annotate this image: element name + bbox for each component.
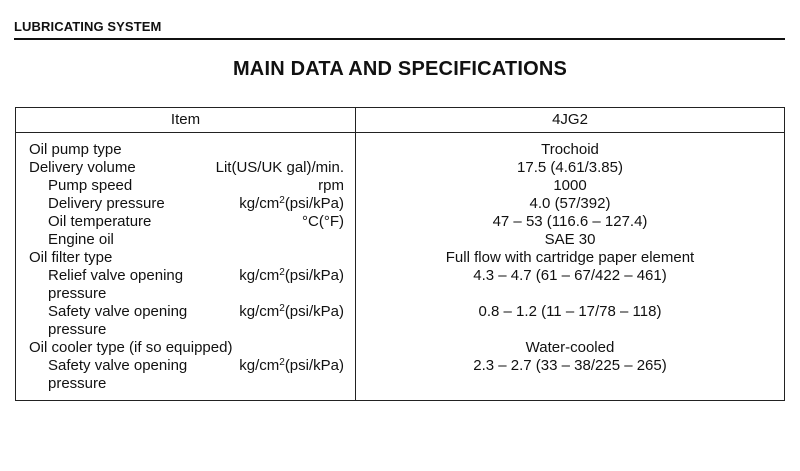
unit-base: kg/cm [239, 267, 280, 284]
table-row [16, 231, 785, 249]
section-header: LUBRICATING SYSTEM [14, 19, 162, 34]
item-cell [16, 177, 356, 195]
unit-superscript: 2 [279, 303, 285, 314]
value-cell: 4.0 (57/392) [356, 195, 785, 213]
table-row [16, 339, 785, 357]
unit-label [239, 195, 344, 213]
item-cell [16, 195, 356, 213]
item-cell [16, 133, 356, 160]
value-cell: 0.8 – 1.2 (11 – 17/78 – 118) [356, 303, 785, 339]
item-label: Oil temperature [48, 213, 152, 230]
unit-label: Lit(US/UK gal)/min. [215, 159, 344, 176]
item-cell [16, 339, 356, 357]
item-label: Oil pump type [29, 141, 122, 158]
table-header-row [16, 108, 785, 133]
unit-tail: (psi/kPa) [284, 303, 344, 320]
header-rule [14, 38, 785, 40]
value-cell: Water-cooled [356, 339, 785, 357]
unit-superscript: 2 [279, 195, 285, 206]
value-cell: 1000 [356, 177, 785, 195]
table-row [16, 133, 785, 160]
unit-base: kg/cm [239, 303, 280, 320]
page-title: MAIN DATA AND SPECIFICATIONS [232, 58, 568, 80]
value-cell: 2.3 – 2.7 (33 – 38/225 – 265) [356, 357, 785, 401]
item-cell [16, 249, 356, 267]
item-cell [16, 213, 356, 231]
value-cell: 47 – 53 (116.6 – 127.4) [356, 213, 785, 231]
unit-tail: (psi/kPa) [284, 267, 344, 284]
table-row [16, 249, 785, 267]
unit-tail: (psi/kPa) [284, 195, 344, 212]
item-label: Delivery volume [29, 159, 136, 176]
unit-label: °C(°F) [302, 213, 344, 230]
item-label: Oil filter type [29, 249, 113, 266]
value-cell: SAE 30 [356, 231, 785, 249]
unit-base: kg/cm [239, 195, 280, 212]
value-cell: 4.3 – 4.7 (61 – 67/422 – 461) [356, 267, 785, 303]
item-cell [16, 357, 356, 401]
table-row [16, 195, 785, 213]
unit-superscript: 2 [279, 357, 285, 368]
table-row [16, 213, 785, 231]
item-label-text: Safety valve opening pressure [48, 303, 188, 338]
unit-label: rpm [318, 177, 344, 194]
value-cell: Full flow with cartridge paper element [356, 249, 785, 267]
table-row [16, 303, 785, 339]
item-cell [16, 303, 356, 339]
value-cell: Trochoid [356, 133, 785, 160]
item-cell [16, 267, 356, 303]
specifications-table [15, 107, 785, 401]
table-row [16, 177, 785, 195]
item-label: Engine oil [48, 231, 114, 248]
item-label-text: Safety valve opening pressure [48, 357, 188, 392]
table-row [16, 357, 785, 401]
item-label: Delivery pressure [48, 195, 165, 212]
unit-label [239, 357, 344, 375]
table-row [16, 159, 785, 177]
unit-tail: (psi/kPa) [284, 357, 344, 374]
item-cell [16, 159, 356, 177]
item-cell [16, 231, 356, 249]
table-row [16, 267, 785, 303]
table-body [16, 133, 785, 401]
unit-superscript: 2 [279, 267, 285, 278]
unit-label [239, 303, 344, 321]
value-cell: 17.5 (4.61/3.85) [356, 159, 785, 177]
unit-label [239, 267, 344, 285]
item-label: Pump speed [48, 177, 133, 194]
item-label-text: Relief valve opening pressure [48, 267, 184, 302]
column-header-item: Item [16, 108, 356, 133]
item-label: Oil cooler type (if so equipped) [29, 339, 233, 356]
unit-base: kg/cm [239, 357, 280, 374]
column-header-value: 4JG2 [356, 108, 785, 133]
